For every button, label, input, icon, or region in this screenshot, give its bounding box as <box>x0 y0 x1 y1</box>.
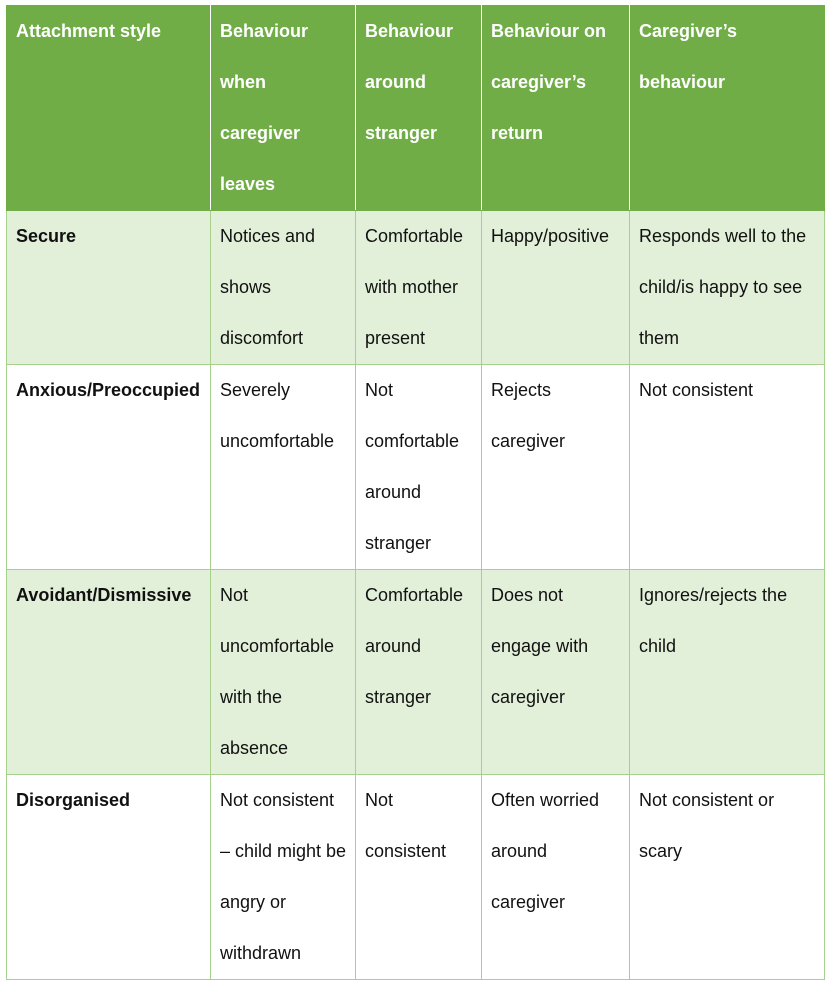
cell-on-return: Happy/positive <box>482 211 630 365</box>
attachment-styles-table <box>6 5 825 980</box>
row-style-name: Disorganised <box>7 775 211 980</box>
cell-around-stranger: Not consistent <box>356 775 482 980</box>
cell-caregiver-behaviour: Not consistent or scary <box>630 775 825 980</box>
cell-on-return: Rejects caregiver <box>482 365 630 570</box>
cell-around-stranger: Comfortable around stranger <box>356 570 482 775</box>
cell-when-leaves: Notices and shows discomfort <box>211 211 356 365</box>
cell-caregiver-behaviour: Not consistent <box>630 365 825 570</box>
cell-caregiver-behaviour: Responds well to the child/is happy to see them <box>630 211 825 365</box>
cell-on-return: Does not engage with caregiver <box>482 570 630 775</box>
cell-around-stranger: Comfortable with mother present <box>356 211 482 365</box>
header-behaviour-around-stranger: Behaviour around stranger <box>356 6 482 211</box>
row-style-name: Avoidant/Dismissive <box>7 570 211 775</box>
cell-when-leaves: Not uncomfortable with the absence <box>211 570 356 775</box>
header-behaviour-on-return: Behaviour on caregiver’s return <box>482 6 630 211</box>
table-row <box>7 211 825 365</box>
row-style-name: Anxious/Preoccupied <box>7 365 211 570</box>
table-row <box>7 365 825 570</box>
table-header-row <box>7 6 825 211</box>
cell-when-leaves: Not consistent – child might be angry or withdrawn <box>211 775 356 980</box>
table-row <box>7 570 825 775</box>
header-behaviour-when-leaves: Behaviour when caregiver leaves <box>211 6 356 211</box>
cell-on-return: Often worried around caregiver <box>482 775 630 980</box>
cell-around-stranger: Not comfortable around stranger <box>356 365 482 570</box>
header-caregiver-behaviour: Caregiver’s behaviour <box>630 6 825 211</box>
cell-caregiver-behaviour: Ignores/rejects the child <box>630 570 825 775</box>
header-attachment-style: Attachment style <box>7 6 211 211</box>
cell-when-leaves: Severely uncomfortable <box>211 365 356 570</box>
attachment-table-container <box>6 5 825 980</box>
table-row <box>7 775 825 980</box>
row-style-name: Secure <box>7 211 211 365</box>
